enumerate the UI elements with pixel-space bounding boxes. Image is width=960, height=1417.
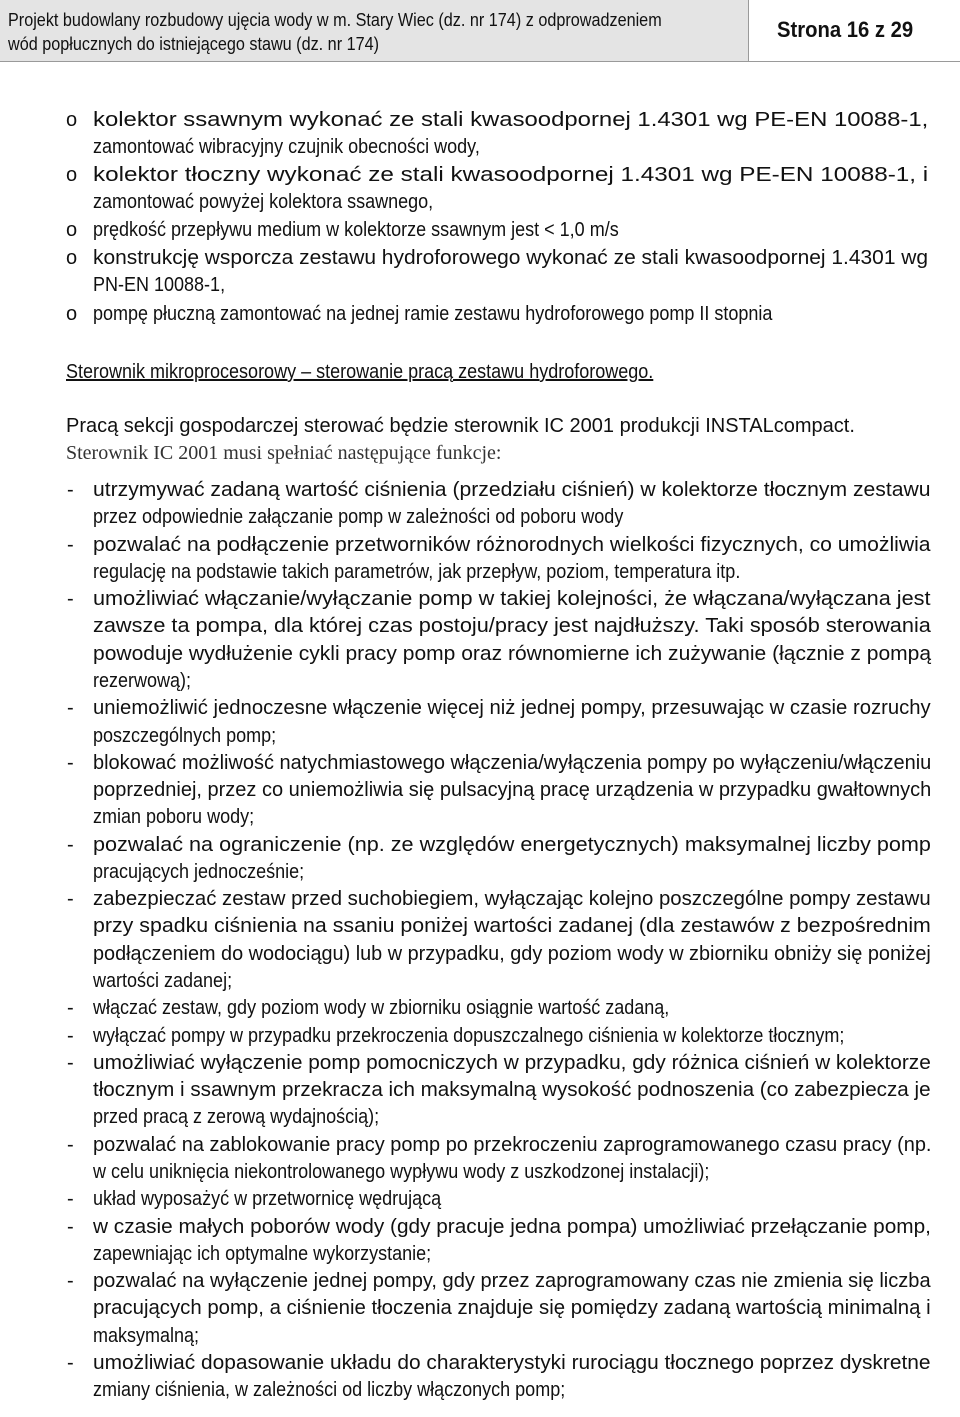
function-text: tłocznym i ssawnym przekracza ich maksymalną wysokość podnoszenia (co zabezpiecza je: [93, 1079, 931, 1101]
function-text: uniemożliwić jednoczesne włączenie więcej niż jednej pompy, przesuwając w czasie rozruchy: [93, 697, 931, 719]
sub-bullet-text: prędkość przepływu medium w kolektorze ssawnym jest < 1,0 m/s: [93, 219, 619, 241]
function-text: przed pracą z zerową wydajnością);: [93, 1106, 380, 1128]
function-text: utrzymywać zadaną wartość ciśnienia (przedziału ciśnień) w kolektorze tłocznym zestawu: [93, 479, 931, 501]
header-title-line-1: Projekt budowlany rozbudowy ujęcia wody w m. Stary Wiec (dz. nr 174) z odprowadzeniem: [8, 10, 662, 30]
function-text: poprzedniej, przez co uniemożliwia się pulsacyjną pracę urządzenia w przypadku gwałtownych: [93, 779, 932, 801]
function-text: pozwalać na ograniczenie (np. ze względów energetycznych) maksymalnej liczby pomp: [93, 834, 931, 856]
function-text: pozwalać na podłączenie przetworników różnorodnych wielkości fizycznych, co umożliwia: [93, 534, 931, 556]
sub-bullet-text: kolektor tłoczny wykonać ze stali kwasoodpornej 1.4301 wg PE-EN 10088-1, i: [93, 164, 929, 186]
intro-paragraph: Pracą sekcji gospodarczej sterować będzie sterownik IC 2001 produkcji INSTALcompact.: [66, 415, 855, 437]
header-title-box: [0, 0, 748, 62]
function-text: zabezpieczać zestaw przed suchobiegiem, wyłączając kolejno poszczególne pompy zestawu: [93, 888, 931, 910]
dash-marker: -: [67, 752, 74, 774]
function-text: podłączeniem do wodociągu) lub w przypadku, gdy poziom wody w zbiorniku obniży się poniżej: [93, 943, 931, 965]
dash-marker: -: [67, 534, 74, 556]
functions-intro: Sterownik IC 2001 musi spełniać następujące funkcje:: [66, 442, 502, 464]
function-text: w czasie małych poborów wody (gdy pracuje jedna pompa) umożliwiać przełączanie pomp,: [93, 1216, 931, 1238]
bullet-marker: o: [66, 247, 78, 269]
dash-marker: -: [67, 888, 74, 910]
dash-marker: -: [67, 1052, 74, 1074]
dash-marker: -: [67, 1216, 74, 1238]
function-text: zmiany ciśnienia, w zależności od liczby włączonych pomp;: [93, 1379, 566, 1401]
dash-marker: -: [67, 697, 74, 719]
function-text: zapewniając ich optymalne wykorzystanie;: [93, 1243, 432, 1265]
function-text: zmian poboru wody;: [93, 806, 255, 828]
function-text: pracujących pomp, a ciśnienie tłoczenia znajduje się pomiędzy zadaną wartością minimalną i: [93, 1297, 931, 1319]
function-text: pozwalać na wyłączenie jednej pompy, gdy przez zaprogramowany czas nie zmienia się liczba: [93, 1270, 931, 1292]
sub-bullet-text: pompę płuczną zamontować na jednej ramie zestawu hydroforowego pomp II stopnia: [93, 303, 773, 325]
function-text: regulację na podstawie takich parametrów, jak przepływ, poziom, temperatura itp.: [93, 561, 741, 583]
function-text: poszczególnych pomp;: [93, 725, 277, 747]
bullet-marker: o: [66, 109, 78, 131]
function-text: powoduje wydłużenie cykli pracy pomp oraz równomierne ich zużywanie (łącznie z pompą: [93, 643, 932, 665]
function-text: zawsze ta pompa, dla której czas postoju/pracy jest najdłuższy. Taki sposób sterowania: [93, 615, 931, 637]
sub-bullet-text: PN-EN 10088-1,: [93, 274, 226, 296]
bullet-marker: o: [66, 303, 78, 325]
dash-marker: -: [67, 834, 74, 856]
function-text: przez odpowiednie załączanie pomp w zależności od poboru wody: [93, 506, 624, 528]
dash-marker: -: [67, 1025, 74, 1047]
sub-bullet-text: konstrukcję wsporcza zestawu hydroforowego wykonać ze stali kwasoodpornej 1.4301 wg: [93, 247, 929, 269]
header-title-line-2: wód popłucznych do istniejącego stawu (dz. nr 174): [8, 34, 380, 54]
function-text: pracujących jednocześnie;: [93, 861, 305, 883]
dash-marker: -: [67, 479, 74, 501]
function-text: umożliwiać włączanie/wyłączanie pomp w takiej kolejności, że włączana/wyłączana jest: [93, 588, 931, 610]
page-header: [0, 0, 960, 62]
sub-bullet-text: zamontować wibracyjny czujnik obecności wody,: [93, 136, 480, 158]
function-text: umożliwiać wyłączenie pomp pomocniczych w przypadku, gdy różnica ciśnień w kolektorze: [93, 1052, 931, 1074]
function-text: wyłączać pompy w przypadku przekroczenia dopuszczalnego ciśnienia w kolektorze tłocznym;: [93, 1025, 845, 1047]
function-text: blokować możliwość natychmiastowego włączenia/wyłączenia pompy po wyłączeniu/włączeniu: [93, 752, 932, 774]
sub-bullet-text: zamontować powyżej kolektora ssawnego,: [93, 191, 434, 213]
dash-marker: -: [67, 1188, 74, 1210]
dash-marker: -: [67, 1270, 74, 1292]
function-text: umożliwiać dopasowanie układu do charakterystyki rurociągu tłocznego poprzez dyskretne: [93, 1352, 931, 1374]
function-text: w celu uniknięcia niekontrolowanego wypływu wody z uszkodzonej instalacji);: [93, 1161, 710, 1183]
dash-marker: -: [67, 588, 74, 610]
dash-marker: -: [67, 1134, 74, 1156]
dash-marker: -: [67, 1352, 74, 1374]
function-text: maksymalną;: [93, 1325, 200, 1347]
dash-marker: -: [67, 997, 74, 1019]
page-number-box: [748, 0, 960, 62]
bullet-marker: o: [66, 164, 78, 186]
function-text: pozwalać na zablokowanie pracy pomp po przekroczeniu zaprogramowanego czasu pracy (np.: [93, 1134, 932, 1156]
function-text: włączać zestaw, gdy poziom wody w zbiorniku osiągnie wartość zadaną,: [93, 997, 670, 1019]
function-text: układ wyposażyć w przetwornicę wędrującą: [93, 1188, 442, 1210]
function-text: wartości zadanej;: [93, 970, 233, 992]
page-number-label: Strona 16 z 29: [777, 17, 914, 42]
bullet-marker: o: [66, 219, 78, 241]
section-heading: Sterownik mikroprocesorowy – sterowanie pracą zestawu hydroforowego.: [66, 361, 654, 383]
sub-bullet-text: kolektor ssawnym wykonać ze stali kwasoodpornej 1.4301 wg PE-EN 10088-1,: [93, 109, 929, 131]
function-text: rezerwową);: [93, 670, 192, 692]
function-text: przy spadku ciśnienia na ssaniu poniżej wartości zadanej (dla zestawów z bezpośrednim: [93, 915, 931, 937]
